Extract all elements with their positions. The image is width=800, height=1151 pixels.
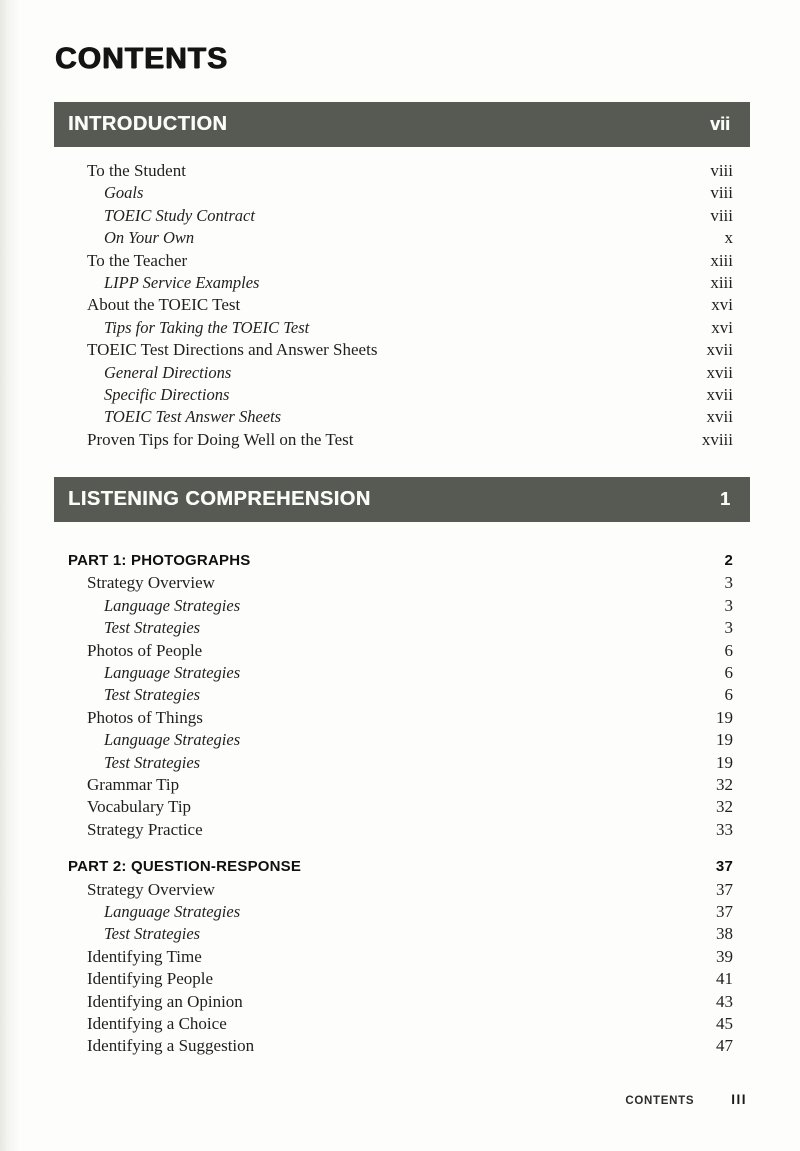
toc-entry-page: viii: [710, 205, 733, 225]
toc-entry-label: TOEIC Study Contract: [104, 205, 255, 225]
toc-entry: [54, 1035, 750, 1057]
toc-entry: [54, 160, 750, 182]
toc-entry: [54, 752, 750, 774]
toc-entry-page: x: [724, 228, 733, 248]
toc-entry-page: viii: [710, 161, 733, 180]
toc-entry: [54, 968, 750, 990]
toc-entry: [54, 901, 750, 923]
part-header: [54, 856, 750, 878]
toc-entry: [54, 429, 750, 451]
toc-entry: [54, 317, 750, 339]
toc-entry-label: Test Strategies: [104, 752, 201, 772]
toc-entry-page: xvi: [711, 317, 733, 337]
toc-entry: [54, 339, 750, 361]
toc-entry-page: xviii: [701, 429, 733, 449]
toc-entry-page: 3: [724, 573, 733, 593]
toc-entry-label: Specific Directions: [104, 384, 230, 404]
toc-entry: [54, 991, 750, 1013]
toc-entry: [54, 729, 750, 751]
toc-entry-label: Identifying Time: [87, 946, 202, 966]
part-header: [54, 550, 750, 572]
toc-entry-page: 47: [716, 1036, 733, 1056]
toc-entry-label: Strategy Overview: [87, 573, 215, 593]
toc-entry: [54, 774, 750, 796]
toc-entry-label: Photos of Things: [87, 707, 203, 727]
part-block-1: [54, 550, 750, 841]
toc-entry: [54, 617, 750, 639]
toc-entry: [54, 879, 750, 901]
toc-entry: [54, 406, 750, 428]
toc-entry: [54, 250, 750, 272]
toc-entry-label: Strategy Overview: [87, 879, 215, 899]
toc-entry-page: 32: [716, 797, 733, 817]
toc-entry-label: Language Strategies: [104, 901, 241, 921]
toc-entry-label: Test Strategies: [104, 924, 201, 944]
toc-entry-page: 38: [716, 924, 733, 944]
toc-page: [54, 0, 750, 1058]
toc-entry: [54, 923, 750, 945]
toc-entry-page: 33: [716, 819, 733, 839]
toc-entry-page: 3: [724, 595, 733, 615]
toc-entry-page: xvi: [711, 295, 733, 315]
toc-entry-label: Language Strategies: [104, 595, 241, 615]
toc-entry-page: viii: [710, 183, 733, 203]
toc-entry-page: 6: [724, 640, 733, 660]
toc-entry: [54, 640, 750, 662]
footer-label: CONTENTS: [625, 1095, 695, 1107]
section-page-number: vii: [709, 114, 730, 134]
toc-entry-page: 3: [724, 618, 733, 638]
toc-entry-page: xiii: [710, 250, 733, 270]
toc-entry: [54, 362, 750, 384]
toc-entry: [54, 662, 750, 684]
toc-entry-page: xvii: [706, 340, 733, 360]
section-banner-introduction: [54, 102, 750, 147]
part-header-label: PART 2: QUESTION-RESPONSE: [68, 858, 302, 876]
toc-entry-page: xiii: [710, 272, 733, 292]
toc-entry: [54, 384, 750, 406]
toc-entry-label: Goals: [104, 183, 144, 203]
toc-entry-page: xvii: [706, 362, 733, 382]
toc-entry: [54, 182, 750, 204]
toc-entry-page: 37: [716, 901, 733, 921]
toc-entry: [54, 819, 750, 841]
toc-entry-label: TOEIC Test Directions and Answer Sheets: [87, 340, 378, 360]
toc-entry-label: To the Student: [87, 161, 186, 180]
toc-entry-label: About the TOEIC Test: [87, 295, 241, 315]
toc-entry-page: 6: [724, 685, 733, 705]
toc-entry-label: Language Strategies: [104, 663, 241, 683]
toc-entry-label: Identifying a Choice: [87, 1013, 227, 1033]
toc-entry: [54, 294, 750, 316]
page-edge-shadow: [0, 0, 20, 1151]
toc-entry-page: 43: [716, 991, 733, 1011]
toc-entry: [54, 205, 750, 227]
toc-entry: [54, 946, 750, 968]
toc-entry: [54, 1013, 750, 1035]
toc-entry-page: 19: [716, 730, 733, 750]
toc-entry-label: Grammar Tip: [87, 774, 180, 794]
toc-entry-label: Test Strategies: [104, 618, 201, 638]
toc-entries-introduction: [54, 147, 750, 451]
toc-entry-page: xvii: [706, 384, 733, 404]
toc-entry: [54, 796, 750, 818]
toc-entry-label: Vocabulary Tip: [87, 797, 192, 817]
toc-entry-label: LIPP Service Examples: [104, 272, 260, 292]
section-heading: LISTENING COMPREHENSION: [68, 488, 371, 511]
toc-entry-label: Language Strategies: [104, 730, 241, 750]
toc-entry-page: 37: [716, 879, 733, 899]
toc-entries-part-1: [54, 572, 750, 841]
toc-entry: [54, 272, 750, 294]
toc-entry: [54, 684, 750, 706]
section-banner-listening-comprehension: [54, 477, 750, 522]
toc-entry-label: On Your Own: [104, 228, 195, 248]
toc-entry-page: 6: [724, 663, 733, 683]
toc-entry: [54, 227, 750, 249]
section-heading: INTRODUCTION: [68, 113, 228, 135]
toc-entry-label: Test Strategies: [104, 685, 201, 705]
part-block-2: [54, 856, 750, 1058]
part-header-label: PART 1: PHOTOGRAPHS: [68, 552, 251, 570]
toc-entry-page: 39: [716, 946, 733, 966]
toc-entry-label: General Directions: [104, 362, 232, 382]
toc-entry-label: Identifying People: [87, 969, 214, 989]
toc-entry-label: TOEIC Test Answer Sheets: [104, 407, 282, 427]
toc-entry-page: 45: [716, 1013, 733, 1033]
toc-entry-page: 19: [716, 707, 733, 727]
page-title: CONTENTS: [55, 42, 228, 75]
part-header-page: 2: [724, 552, 733, 570]
toc-entry-label: Tips for Taking the TOEIC Test: [104, 317, 310, 337]
toc-entry-label: Identifying a Suggestion: [87, 1036, 255, 1056]
toc-entry: [54, 595, 750, 617]
toc-entry: [54, 572, 750, 594]
footer-page-number: III: [731, 1092, 747, 1107]
toc-entry-page: 41: [716, 969, 733, 989]
toc-entry-label: Proven Tips for Doing Well on the Test: [87, 429, 354, 449]
toc-entry-page: 32: [716, 774, 733, 794]
toc-entry-label: Strategy Practice: [87, 819, 203, 839]
toc-entry: [54, 707, 750, 729]
toc-entry-label: Identifying an Opinion: [87, 991, 243, 1011]
section-page-number: 1: [719, 489, 730, 510]
toc-entry-page: 19: [716, 752, 733, 772]
toc-entry-page: xvii: [706, 407, 733, 427]
page-footer: [54, 1092, 750, 1107]
toc-entries-part-2: [54, 879, 750, 1058]
toc-entry-label: To the Teacher: [87, 250, 188, 270]
part-header-page: 37: [715, 858, 733, 876]
toc-entry-label: Photos of People: [87, 640, 203, 660]
